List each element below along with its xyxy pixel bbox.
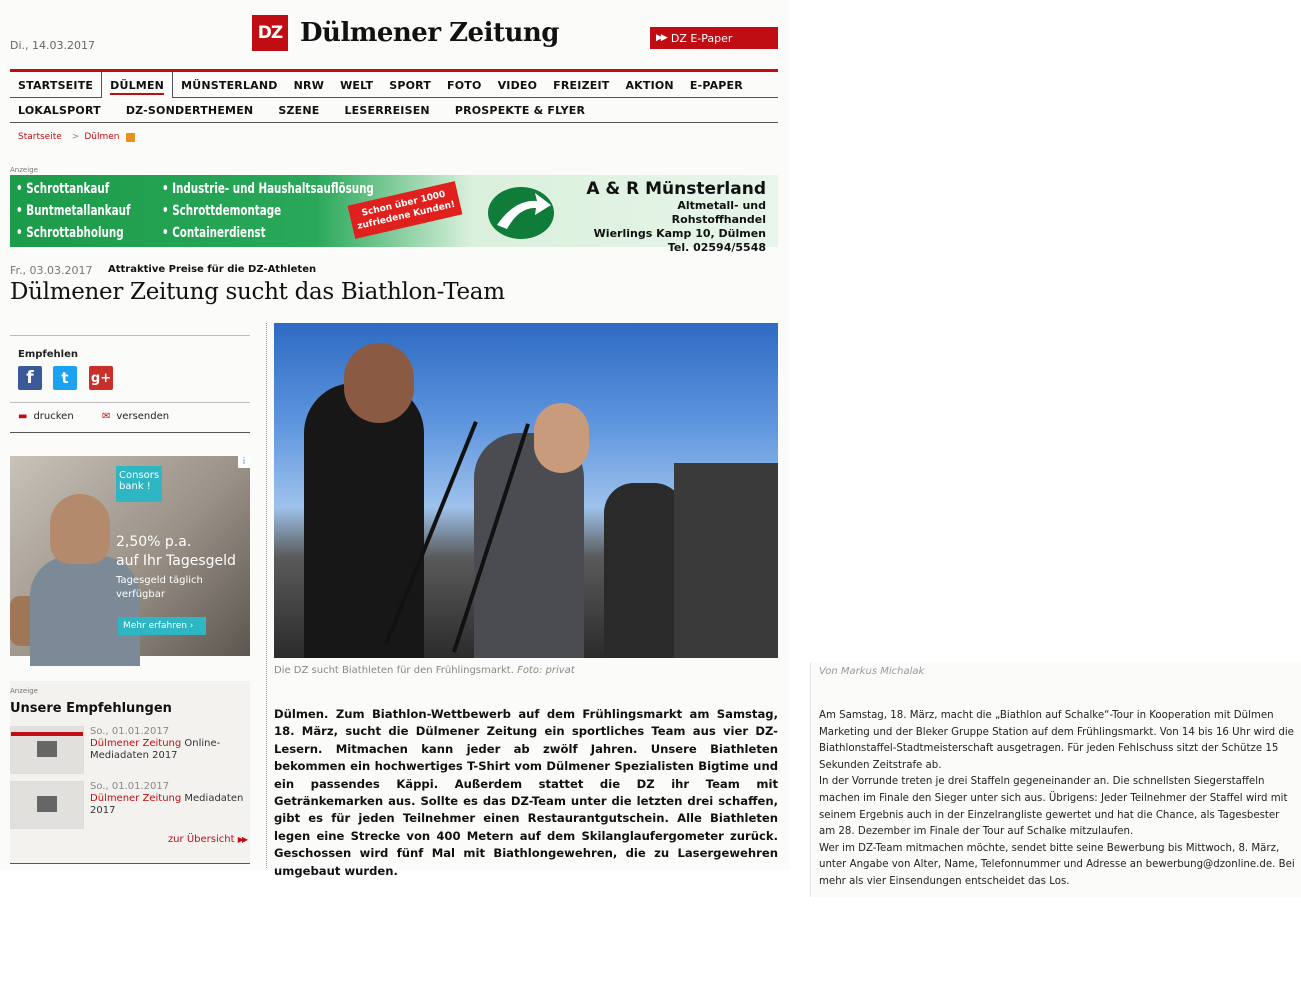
article-title: Dülmener Zeitung sucht das Biathlon-Team (10, 279, 505, 305)
article-photo[interactable] (274, 323, 778, 658)
secondary-nav (10, 98, 778, 123)
play-icon (37, 796, 57, 812)
ad-info-icon[interactable]: i (238, 456, 250, 468)
nav-item-sport[interactable]: SPORT (389, 79, 432, 92)
subnav-item-lokalsport[interactable]: LOKALSPORT (18, 104, 101, 117)
article-kicker: Attraktive Preise für die DZ-Athleten (108, 264, 317, 275)
recommendations-more-link[interactable]: zur Übersicht ▶▶ (167, 834, 246, 845)
nav-item-nrw[interactable]: NRW (293, 79, 325, 92)
ad-banner-ar-muensterland[interactable] (10, 175, 778, 254)
share-box (10, 335, 250, 433)
printer-icon: ▬ (18, 411, 28, 422)
nav-item-welt[interactable]: WELT (340, 79, 374, 92)
recommendation-thumbnail (10, 726, 84, 774)
epaper-button[interactable] (650, 27, 778, 49)
photo-figure (344, 343, 414, 423)
nav-item-duelmen[interactable]: DÜLMEN (101, 72, 173, 98)
photo-caption: Die DZ sucht Biathleten für den Frühlingsmarkt. Foto: privat (274, 665, 575, 676)
article-body-column (810, 662, 1301, 897)
send-button[interactable] (102, 411, 169, 422)
breadcrumb-current[interactable]: Dülmen (84, 132, 120, 142)
breadcrumb (18, 132, 135, 142)
logo-mark: DZ (252, 15, 288, 51)
ad-banner-col1: • Schrottankauf • Buntmetallankauf • Schrottabholung (16, 181, 131, 241)
double-chevron-icon: ▶▶ (656, 33, 666, 43)
nav-item-freizeit[interactable]: FREIZEIT (553, 79, 610, 92)
consorsbank-logo: Consors bank ! (116, 466, 162, 502)
photo-crowd (674, 463, 778, 658)
column-divider (266, 323, 267, 868)
ad-consors-sub: Tagesgeld täglich verfügbar (116, 575, 203, 600)
photo-figure (534, 403, 589, 473)
article-body (819, 708, 1295, 891)
recommendation-item[interactable] (10, 781, 250, 831)
thumbnail-band (11, 732, 83, 736)
twitter-icon[interactable]: t (53, 366, 77, 390)
ad-banner-company: A & R Münsterland Altmetall- und Rohstoffhandel Wierlings Kamp 10, Dülmen Tel. 02594/5548 (586, 179, 766, 254)
subnav-item-szene[interactable]: SZENE (278, 104, 320, 117)
article-paragraph: Wer im DZ-Team mitmachen möchte, sendet bitte seine Bewerbung bis Mittwoch, 8. März, unter Angabe von Alter, Name, Telefonnummer und Adresse an bewerbung@dzonline.de. Bei mehr als vier Einsendungen entscheidet das Los. (819, 842, 1295, 887)
recommendations-ad-label: Anzeige (10, 687, 38, 695)
print-button[interactable] (18, 411, 74, 422)
photo-figure (604, 483, 684, 658)
send-label: versenden (116, 411, 170, 422)
facebook-icon[interactable]: f (18, 366, 42, 390)
nav-item-video[interactable]: VIDEO (497, 79, 538, 92)
nav-item-aktion[interactable]: AKTION (625, 79, 674, 92)
rss-icon[interactable] (126, 133, 135, 142)
subnav-item-leserreisen[interactable]: LESERREISEN (344, 104, 430, 117)
recommendations-title: Unsere Empfehlungen (10, 701, 172, 716)
ad-consorsbank[interactable] (10, 456, 250, 656)
recommendation-thumbnail (10, 781, 84, 829)
share-divider (10, 402, 250, 403)
ad-consors-person-head (50, 494, 110, 564)
breadcrumb-separator-icon: > (71, 132, 80, 142)
nav-item-muensterland[interactable]: MÜNSTERLAND (181, 79, 278, 92)
recommendation-item[interactable] (10, 726, 250, 776)
recommendation-text: So., 01.01.2017 Dülmener Zeitung Online-Mediadaten 2017 (90, 726, 221, 761)
envelope-icon: ✉ (102, 411, 111, 422)
nav-item-foto[interactable]: FOTO (447, 79, 482, 92)
site-logo[interactable] (252, 13, 559, 53)
ad-banner-col2: • Industrie- und Haushaltsauflösung • Schrottdemontage • Containerdienst (162, 181, 374, 241)
ad-consors-cta-button[interactable]: Mehr erfahren › (118, 617, 206, 635)
breadcrumb-home[interactable]: Startseite (18, 132, 62, 142)
ad-consors-person-body (30, 556, 140, 666)
epaper-label: DZ E-Paper (670, 31, 733, 45)
nav-item-startseite[interactable]: STARTSEITE (18, 79, 94, 92)
play-icon (37, 741, 57, 757)
subnav-item-prospekte[interactable]: PROSPEKTE & FLYER (454, 104, 586, 117)
ad-banner-stamp: Schon über 1000 zufriedene Kunden! (348, 181, 463, 239)
ad-label: Anzeige (10, 166, 38, 174)
article-lead: Dülmen. Zum Biathlon-Wettbewerb auf dem Frühlingsmarkt am Samstag, 18. März, sucht die Dülmener Zeitung ein sportliches Team aus vier DZ-Lesern. Mitmachen kann jeder ab zwölf Jahren. Unsere Biathleten bekommen ein hochwertiges T-Shirt vom Dülmener Spezialisten Bigtime und ein passendes Käppi. Außerdem stattet die DZ ihr Team mit Getränkemarken aus. Sollte es das DZ-Team unter die letzten drei schaffen, gibt es für jeden Teilnehmer einen Restaurantgutschein. Alle Biathleten legen eine Strecke von 400 Metern auf dem Skilanglaufergometer zurück. Geschossen wird fünf Mal mit Biathlongewehren, die zu Lasergewehren umgebaut wurden. (274, 707, 778, 878)
article-paragraph: In der Vorrunde treten je drei Staffeln gegeneinander an. Die schnellsten Siegerstaffeln machen im Finale den Sieger unter sich aus. Übrigens: Jeder Teilnehmer der Staffel wird mit seinem Ergebnis auch in der Einzelrangliste gewertet und hat die Chance, als Tagesbester am 28. Dezember im Finale der Tour auf Schalke mitzulaufen. (819, 776, 1288, 838)
article-date: Fr., 03.03.2017 (10, 264, 93, 277)
article-paragraph: Am Samstag, 18. März, macht die „Biathlon auf Schalke“-Tour in Kooperation mit Dülmen Marketing und der Bleker Gruppe Station auf dem Frühlingsmarkt. Von 14 bis 16 Uhr wird die Biathlonstaffel-Stadtmeisterschaft ausgetragen. Für jeden Fehlschuss sitzt der Schütze 15 Sekunden Zeitstrafe ab. (819, 710, 1294, 771)
recommendation-text: So., 01.01.2017 Dülmener Zeitung Mediadaten 2017 (90, 781, 244, 816)
double-chevron-icon: ▶▶ (237, 835, 246, 844)
article-author: Von Markus Michalak (819, 666, 925, 677)
share-label: Empfehlen (18, 349, 78, 360)
photo-figure (304, 383, 424, 658)
google-plus-icon[interactable]: g+ (89, 366, 113, 390)
logo-text: Dülmener Zeitung (300, 18, 559, 48)
print-label: drucken (33, 411, 74, 422)
recycle-arrow-icon (485, 181, 557, 241)
nav-item-epaper[interactable]: E-PAPER (689, 79, 743, 92)
subnav-item-sonderthemen[interactable]: DZ-SONDERTHEMEN (125, 104, 254, 117)
ad-consors-rate: 2,50% p.a. auf Ihr Tagesgeld (116, 534, 236, 569)
primary-nav (10, 72, 778, 98)
header-date: Di., 14.03.2017 (10, 39, 95, 52)
recommendations-box (10, 681, 250, 864)
